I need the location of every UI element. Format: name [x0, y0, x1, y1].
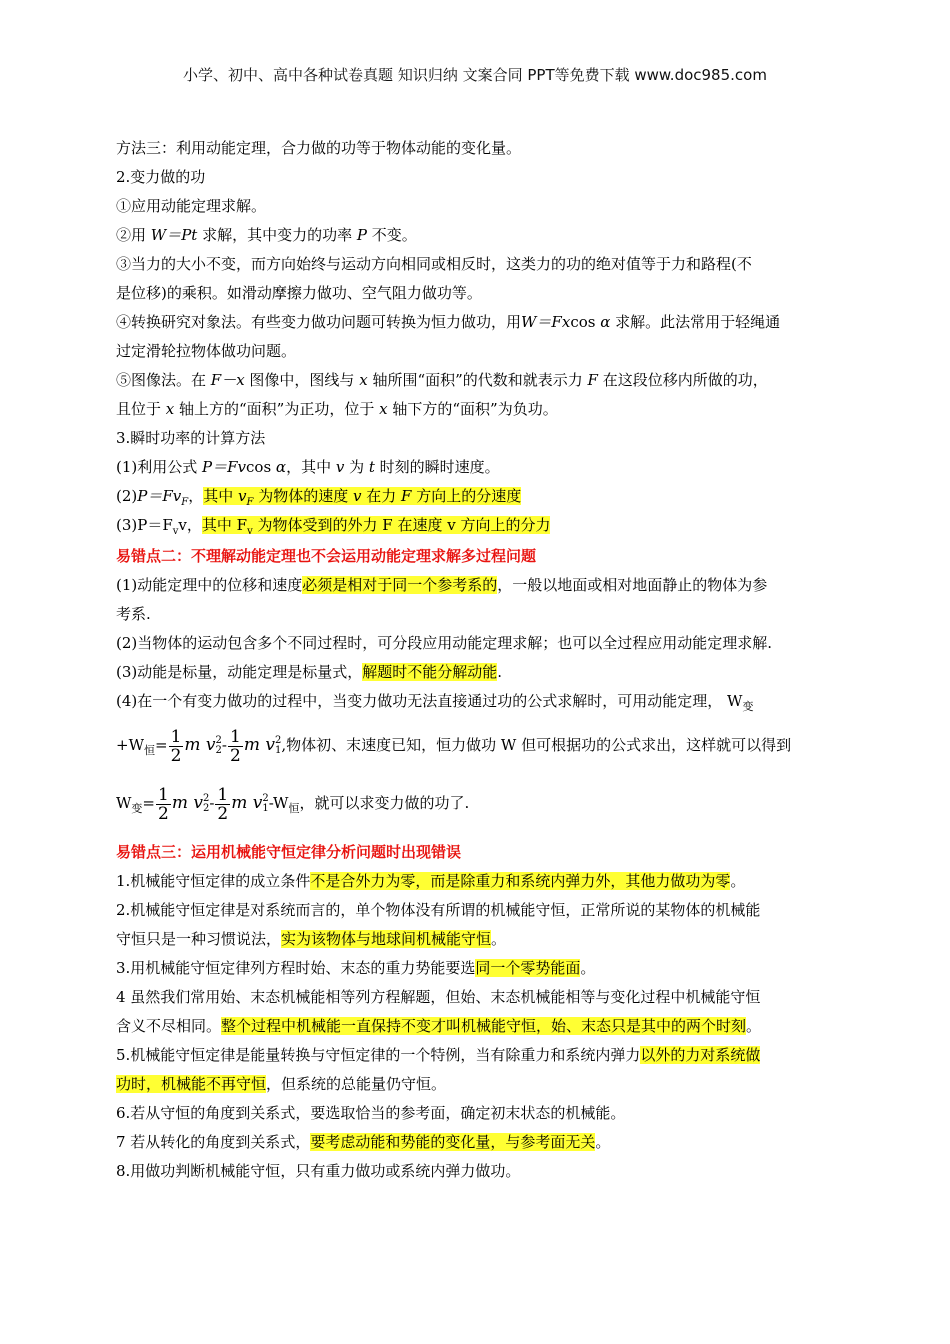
text-line: (1)利用公式 P＝Fvcos α，其中 v 为 t 时刻的瞬时速度。 [116, 458, 500, 476]
section-title-2: 易错点二：不理解动能定理也不会运用动能定理求解多过程问题 [116, 547, 537, 565]
text-line: (2)当物体的运动包含多个不同过程时，可分段应用动能定理求解；也可以全过程应用动能定理求解. [116, 634, 773, 652]
text-line: 5.机械能守恒定律是能量转换与守恒定律的一个特例，当有除重力和系统内弹力以外的力对系统做 [116, 1046, 761, 1064]
highlighted-text: 同一个零势能面 [475, 959, 581, 977]
text-line: ②用 W＝Pt 求解，其中变力的功率 P 不变。 [116, 226, 417, 244]
text-line: 2.机械能守恒定律是对系统而言的，单个物体没有所谓的机械能守恒，正常所说的某物体的机械能 [116, 901, 761, 919]
text-line: (3)动能是标量，动能定理是标量式，解题时不能分解动能. [116, 663, 503, 681]
fraction: $\frac{1}{2}$ [170, 726, 182, 766]
text-line: 守恒只是一种习惯说法，实为该物体与地球间机械能守恒。 [116, 930, 507, 948]
text-line: $(3)P=F_vv$，其中 $F_v$ 为物体受到的外力 F 在速度 v 方向上的分力 [116, 516, 551, 537]
text-line: 含义不尽相同。整个过程中机械能一直保持不变才叫机械能守恒，始、末态只是其中的两个时刻。 [116, 1017, 762, 1035]
text-line: 功时，机械能不再守恒，但系统的总能量仍守恒。 [116, 1075, 447, 1093]
section-title-3: 易错点三：运用机械能守恒定律分析问题时出现错误 [116, 843, 462, 861]
text-line: 且位于 x 轴上方的“面积”为正功，位于 x 轴下方的“面积”为负功。 [116, 400, 558, 418]
text-line: 方法三：利用动能定理，合力做的功等于物体动能的变化量。 [116, 139, 522, 157]
text-line: ①应用动能定理求解。 [116, 197, 267, 215]
text-line: 是位移)的乘积。如滑动摩擦力做功、空气阻力做功等。 [116, 284, 482, 302]
text-line: ③当力的大小不变，而方向始终与运动方向相同或相反时，这类力的功的绝对值等于力和路程(不 [116, 255, 752, 273]
highlighted-text: 其中 $F_v$ 为物体受到的外力 F 在速度 v 方向上的分力 [201, 516, 551, 537]
highlighted-text: 解题时不能分解动能 [362, 663, 498, 681]
highlighted-text: 要考虑动能和势能的变化量，与参考面无关 [310, 1133, 596, 1151]
subheading: 2.变力做的功 [116, 168, 206, 186]
document-body [116, 134, 840, 1186]
fraction: $\frac{1}{2}$ [230, 726, 241, 766]
highlighted-text: 功时，机械能不再守恒 [116, 1075, 267, 1093]
highlighted-text: 必须是相对于同一个参考系的 [302, 576, 498, 594]
text-line: 6.若从守恒的角度到关系式，要选取恰当的参考面，确定初末状态的机械能。 [116, 1104, 626, 1122]
highlighted-text: 整个过程中机械能一直保持不变才叫机械能守恒，始、末态只是其中的两个时刻 [221, 1017, 747, 1035]
fraction: $\frac{1}{2}$ [158, 784, 169, 824]
page-header: 小学、初中、高中各种试卷真题 知识归纳 文案合同 PPT等免费下载 www.doc985.com [183, 66, 767, 84]
text-line: 1.机械能守恒定律的成立条件不是合外力为零，而是除重力和系统内弹力外，其他力做功为零。 [116, 872, 746, 890]
text-line: ⑤图像法。在 F－x 图像中，图线与 x 轴所围“面积”的代数和就表示力 F 在这段位移内所做的功， [116, 371, 768, 389]
text-line: (1)动能定理中的位移和速度必须是相对于同一个参考系的，一般以地面或相对地面静止的物体为参 [116, 576, 768, 594]
text-line: 过定滑轮拉物体做功问题。 [116, 342, 297, 360]
highlighted-text: 不是合外力为零，而是除重力和系统内弹力外，其他力做功为零 [310, 872, 731, 890]
fraction: $\frac{1}{2}$ [217, 784, 229, 824]
text-line: $(2)P=Fv_F$，其中 $v_F$ 为物体的速度 v 在力 F 方向上的分速度 [116, 487, 522, 508]
text-line: 3.用机械能守恒定律列方程时始、末态的重力势能要选同一个零势能面。 [116, 959, 596, 977]
highlighted-text: 实为该物体与地球间机械能守恒 [281, 930, 492, 948]
text-line: ④转换研究对象法。有些变力做功问题可转换为恒力做功，用W＝Fxcos α 求解。此法常用于轻绳通 [116, 313, 781, 331]
highlighted-text: 以外的力对系统做 [640, 1046, 761, 1064]
text-line: 7 若从转化的角度到关系式，要考虑动能和势能的变化量，与参考面无关。 [116, 1133, 611, 1151]
text-line: 8.用做功判断机械能守恒，只有重力做功或系统内弹力做功。 [116, 1162, 521, 1180]
text-line: 4 虽然我们常用始、末态机械能相等列方程解题，但始、末态机械能相等与变化过程中机械能守恒 [116, 988, 761, 1006]
subheading: 3.瞬时功率的计算方法 [116, 429, 266, 447]
text-line: 考系. [116, 605, 151, 623]
formula-line: $+W_恒=$ $\frac{1}{2}$ m v 2 2 - $\frac{1}{2}$ m v 2 1 ,物体初、末速度已知，恒力做功 W 但可根据功的公式求出，这样就可以得到 [116, 726, 792, 766]
highlighted-text: 其中 $v_F$ 为物体的速度 v 在力 F 方向上的分速度 [203, 487, 522, 508]
text-line: (4)在一个有变力做功的过程中，当变力做功无法直接通过功的公式求解时，可用动能定理， $W_变$ [116, 692, 754, 713]
formula-line: $W_变=$ $\frac{1}{2}$ m v 2 2 - $\frac{1}{2}$ m v 2 1 $-W_恒$，就可以求变力做的功了. [116, 784, 470, 824]
